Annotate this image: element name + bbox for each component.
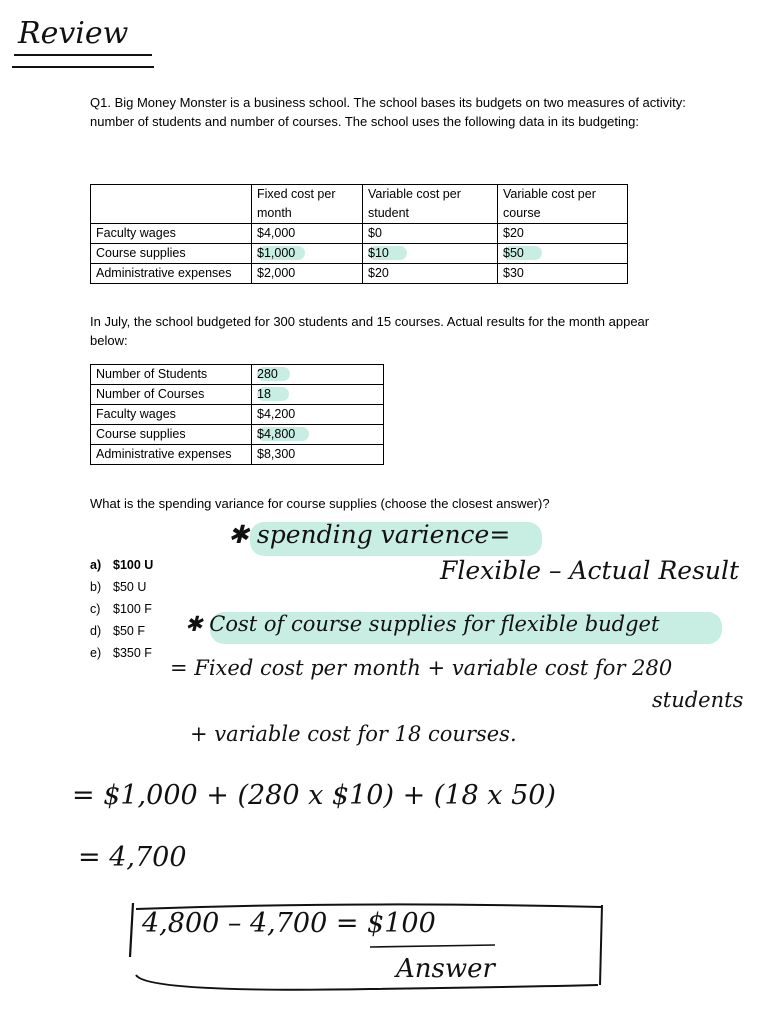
option-letter: c) — [90, 602, 101, 616]
table-cell: Faculty wages — [91, 405, 252, 425]
page-title: Review — [18, 16, 129, 51]
handwritten-answer-label: Answer — [396, 954, 495, 984]
option-text: $100 U — [113, 558, 154, 572]
table-cell — [363, 244, 498, 264]
handwritten-line: Flexible – Actual Result — [440, 556, 740, 585]
highlighted-value: 280 — [257, 367, 290, 381]
table-cell: $0 — [363, 224, 498, 244]
table-cell: Administrative expenses — [91, 445, 252, 465]
table-cell — [252, 244, 363, 264]
handwritten-line: + variable cost for 18 courses. — [190, 722, 517, 746]
table-row — [91, 244, 628, 264]
box-bottom-line — [136, 975, 598, 990]
table-row — [91, 224, 628, 244]
option-letter: b) — [90, 580, 102, 594]
table-cell: $30 — [498, 264, 628, 284]
table-row — [91, 185, 628, 224]
option-b[interactable] — [90, 576, 153, 598]
option-text: $100 F — [113, 602, 152, 616]
table-row — [91, 264, 628, 284]
table-header-cell: Variable cost per course — [498, 185, 628, 224]
highlighted-value: $10 — [368, 246, 407, 260]
table-cell: $20 — [363, 264, 498, 284]
box-right-line — [600, 905, 602, 985]
table-row — [91, 405, 384, 425]
option-d[interactable] — [90, 620, 153, 642]
table-cell: $20 — [498, 224, 628, 244]
handwritten-line: = 4,700 — [78, 842, 187, 873]
answer-options — [90, 554, 153, 664]
option-a[interactable] — [90, 554, 153, 576]
answer-underline — [370, 945, 495, 947]
question-intro: Q1. Big Money Monster is a business school. The school bases its budgets on two measures of activity: number of students and number of courses. The school uses the following data in its budgeting: — [90, 95, 686, 129]
highlighted-value: $1,000 — [257, 246, 305, 260]
table-cell — [252, 385, 384, 405]
table-cell: $4,000 — [252, 224, 363, 244]
option-c[interactable] — [90, 598, 153, 620]
option-text: $50 F — [113, 624, 145, 638]
table-cell: $4,200 — [252, 405, 384, 425]
table-cell — [498, 244, 628, 264]
option-text: $50 U — [113, 580, 147, 594]
table-cell: Faculty wages — [91, 224, 252, 244]
highlighted-value: $4,800 — [257, 427, 309, 441]
option-letter: e) — [90, 646, 102, 660]
july-text: In July, the school budgeted for 300 students and 15 courses. Actual results for the month appear below: — [90, 314, 650, 348]
table-header-cell: Fixed cost per month — [252, 185, 363, 224]
table-cell: Course supplies — [91, 244, 252, 264]
table-row — [91, 445, 384, 465]
table-cell — [252, 365, 384, 385]
table-row — [91, 365, 384, 385]
table-cell: $2,000 — [252, 264, 363, 284]
option-letter: a) — [90, 558, 102, 572]
table-cell: Number of Students — [91, 365, 252, 385]
cost-table — [90, 184, 628, 284]
highlighted-value: $50 — [503, 246, 542, 260]
handwritten-line: ✱ spending varience= — [228, 520, 511, 549]
handwritten-line: ✱ Cost of course supplies for flexible budget — [185, 612, 660, 636]
handwritten-line: students — [652, 688, 744, 712]
option-text: $350 F — [113, 646, 152, 660]
option-e[interactable] — [90, 642, 153, 664]
table-cell: $8,300 — [252, 445, 384, 465]
table-cell: Course supplies — [91, 425, 252, 445]
handwritten-line: = Fixed cost per month + variable cost for 280 — [170, 656, 673, 680]
table-row — [91, 425, 384, 445]
highlighted-value: 18 — [257, 387, 289, 401]
table-cell — [252, 425, 384, 445]
handwritten-line: = $1,000 + (280 x $10) + (18 x 50) — [72, 780, 556, 811]
table-cell: Administrative expenses — [91, 264, 252, 284]
title-underline-2 — [12, 66, 154, 68]
question-prompt: What is the spending variance for course supplies (choose the closest answer)? — [90, 496, 550, 511]
option-letter: d) — [90, 624, 102, 638]
handwritten-line: 4,800 – 4,700 = $100 — [142, 908, 436, 939]
table-cell: Number of Courses — [91, 385, 252, 405]
table-header-cell — [91, 185, 252, 224]
title-underline — [14, 54, 152, 56]
actual-table — [90, 364, 384, 465]
table-header-cell: Variable cost per student — [363, 185, 498, 224]
table-row — [91, 385, 384, 405]
box-left-line — [130, 903, 133, 957]
